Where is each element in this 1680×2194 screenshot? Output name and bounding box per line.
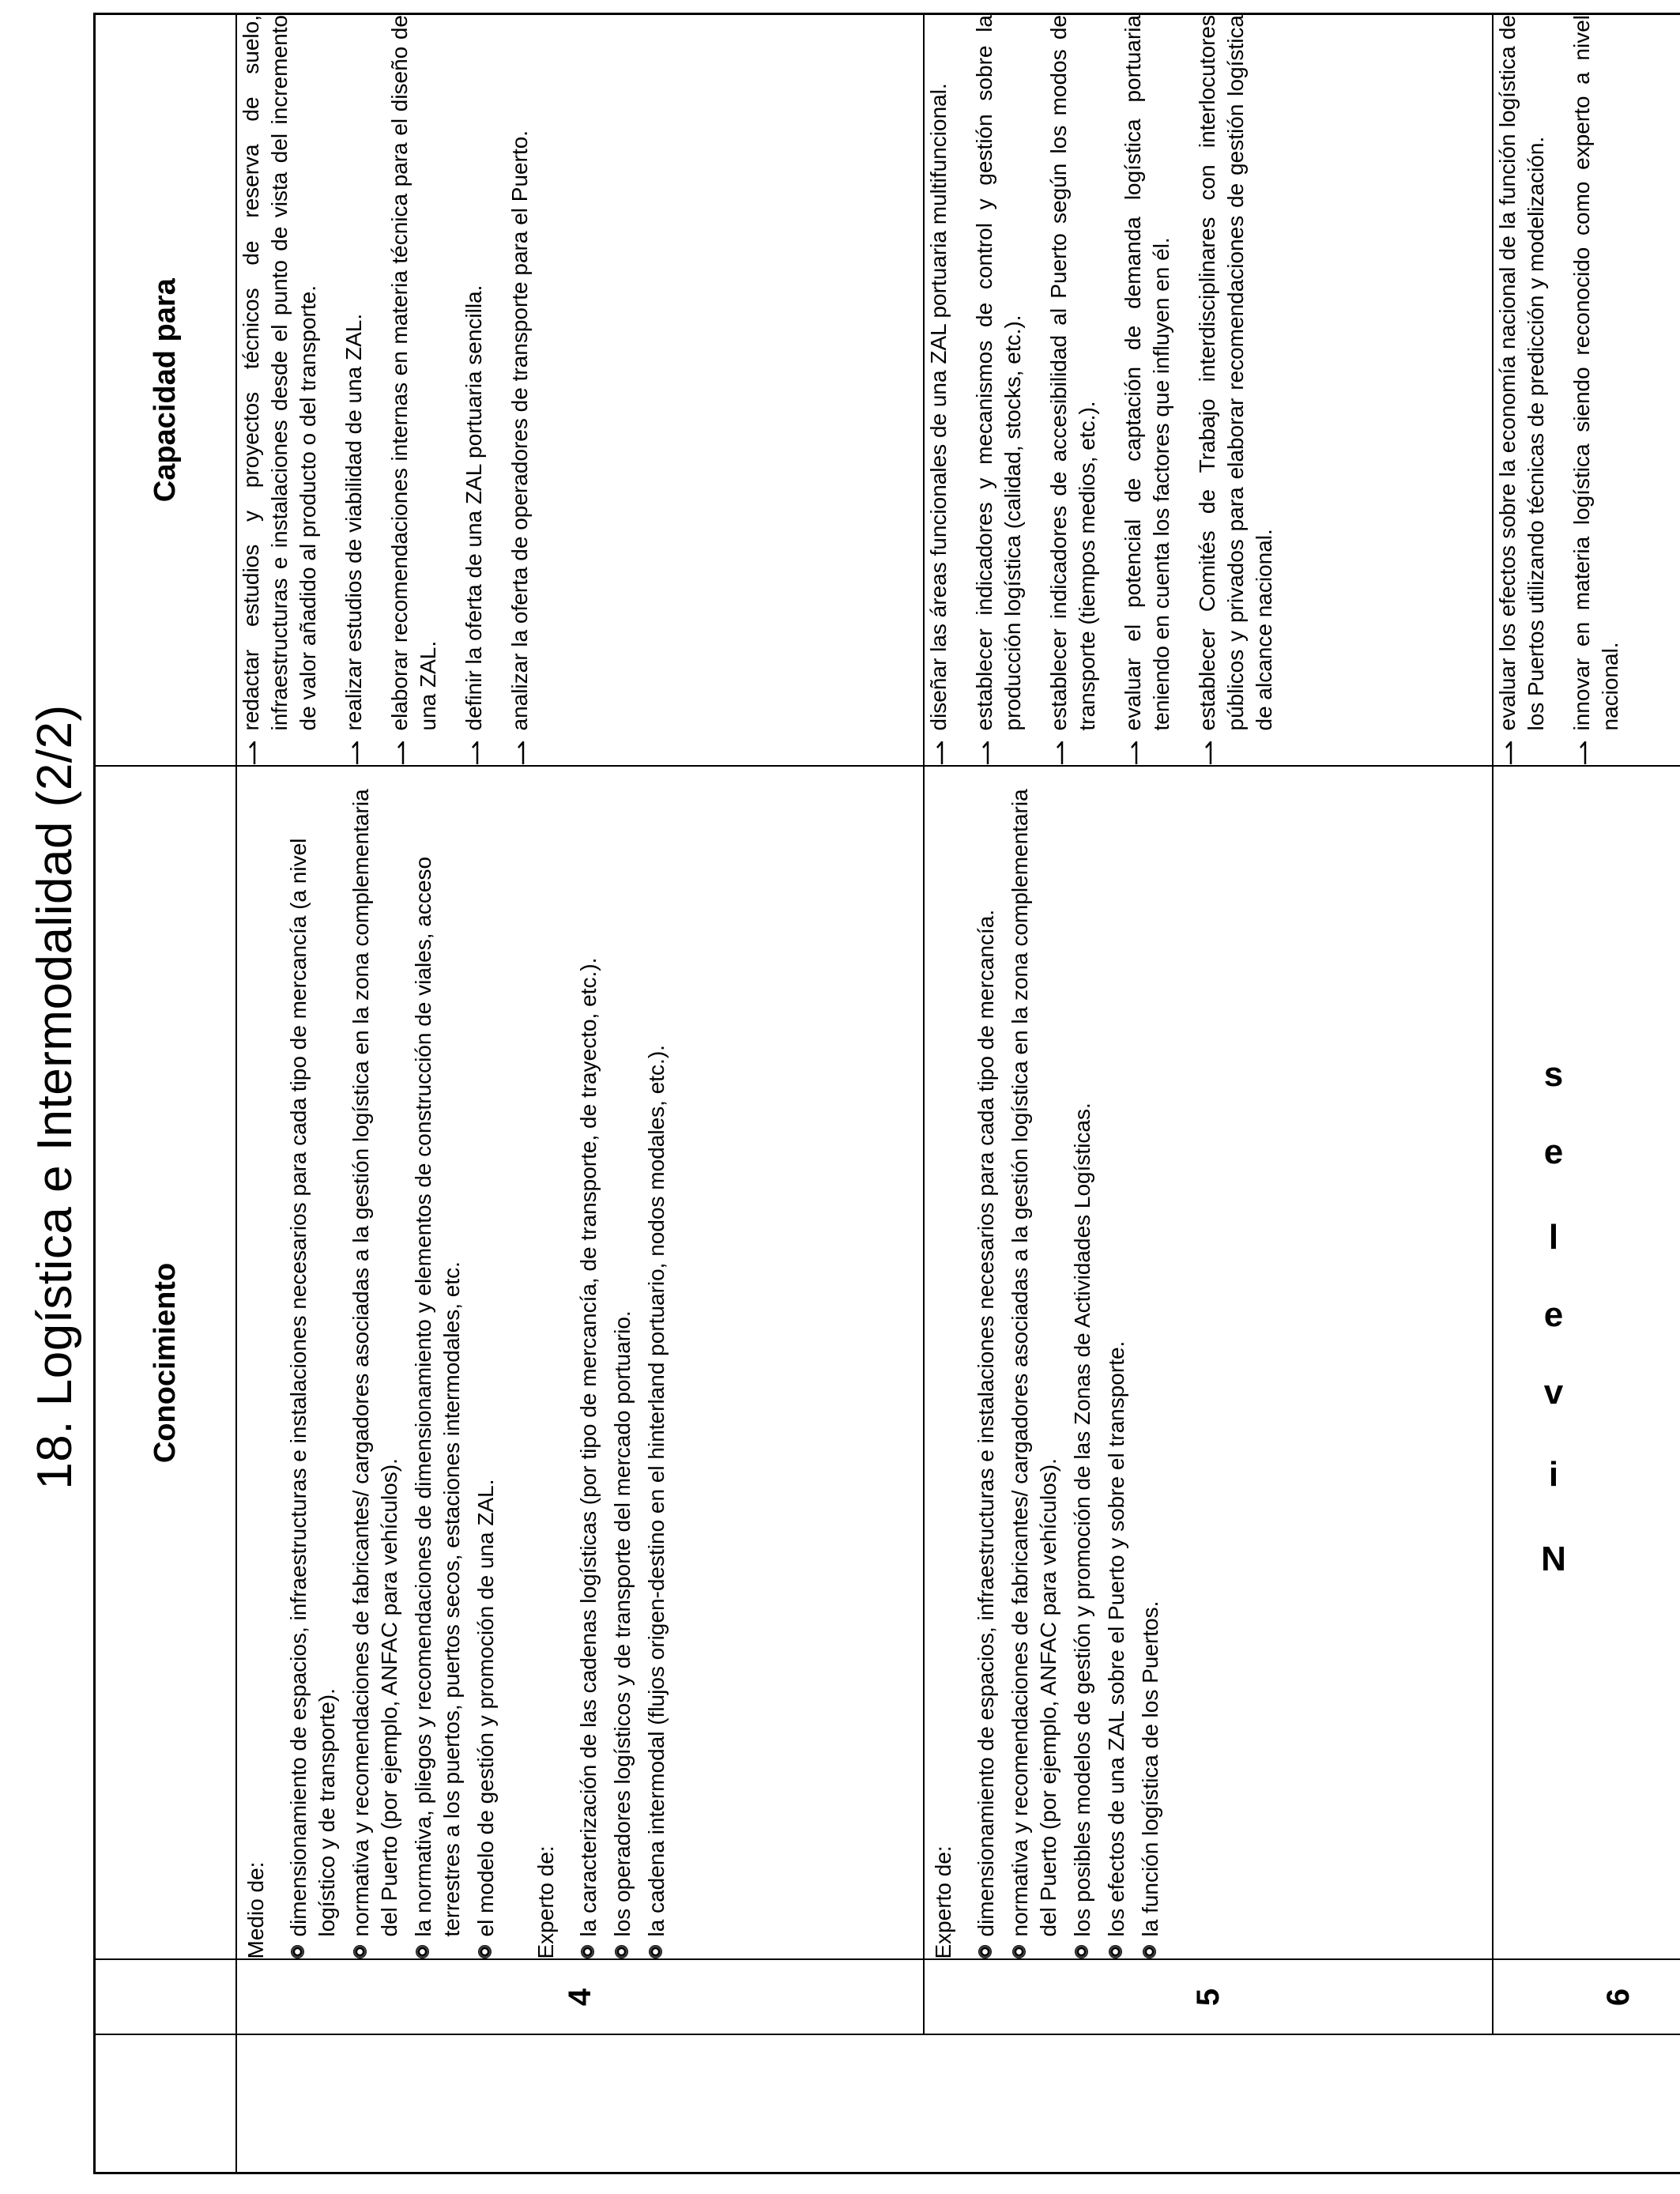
capacity-item [1045,15,1102,766]
niveles-letter: e [1543,1295,1564,1334]
capacity-list [925,15,1279,766]
bullet-icon [291,1946,304,1959]
arrow-icon [471,742,479,766]
knowledge-list [574,767,671,1959]
arrow-icon [351,742,359,766]
knowledge-intro: Experto de: [533,1845,558,1959]
level-number-5: 5 [924,1960,1493,2035]
bullet-icon [416,1946,429,1959]
bullet-icon [978,1946,992,1959]
capacity-item-text: elaborar recomendaciones internas en materia técnica para el diseño de una ZAL. [387,15,440,731]
capacity-item-text: establecer indicadores de accesibilidad al Puerto según los modos de transporte (tiempos medios, etc.). [1046,15,1099,731]
bullet-icon [478,1946,492,1959]
capacity-item-text: realizar estudios de viabilidad de una ZAL. [341,313,366,731]
capacity-item [925,15,953,766]
bullet-icon [1109,1946,1122,1959]
capacity-item-text: establecer indicadores y mecanismos de control y gestión sobre la producción logística (calidad, stocks, etc.). [972,15,1025,731]
arrow-icon [517,742,525,766]
knowledge-item [347,767,404,1959]
niveles-letter: e [1543,1133,1564,1171]
knowledge-item-text: el modelo de gestión y promoción de una ZAL. [473,1479,498,1937]
knowledge-item-text: normativa y recomendaciones de fabricantes/ cargadores asociadas a la gestión logística en la zona complementaria del Puerto (por ejemplo, ANFAC para vehículos). [348,789,401,1937]
capacity-cell-4 [236,14,924,767]
capacity-cell-5 [924,14,1493,767]
header-capacity: Capacidad para [95,14,237,767]
knowledge-item [574,767,603,1959]
knowledge-item-text: la función logística de los Puertos. [1138,1600,1162,1937]
capacity-item [1193,15,1279,766]
bullet-icon [1075,1946,1088,1959]
knowledge-item [472,767,500,1959]
knowledge-cell-6 [1493,767,1680,1960]
niveles-letter: v [1543,1373,1564,1412]
header-row [95,14,237,2173]
knowledge-item-text: dimensionamiento de espacios, infraestructuras e instalaciones necesarios para cada tipo de mercancía. [974,909,998,1937]
knowledge-item [284,767,341,1959]
capacity-item [1119,15,1176,766]
competency-table [93,13,1680,2174]
capacity-item [460,15,488,766]
niveles-letter: s [1543,1055,1564,1094]
capacity-cell-6 [1493,14,1680,767]
knowledge-item-text: dimensionamiento de espacios, infraestructuras e instalaciones necesarios para cada tipo de mercancía (a nivel logístico y de transporte). [286,838,339,1937]
knowledge-cell-4 [236,767,924,1960]
knowledge-item [1136,767,1165,1959]
level-number-6: 6 [1493,1960,1680,2035]
knowledge-item-text: la normativa, pliegos y recomendaciones de dimensionamiento y elementos de construcción de viales, acceso terrestres a los puertos, puertos secos, estaciones intermodales, etc. [411,856,464,1937]
knowledge-list [284,767,500,1959]
header-knowledge: Conocimiento [95,767,237,1960]
bullet-icon [1012,1946,1026,1959]
knowledge-item [1068,767,1097,1959]
capacity-item-text: redactar estudios y proyectos técnicos de reserva de suelo, infraestructuras e instalaciones desde el punto de vista del incremento de valor añadido al producto o del transporte. [239,15,320,731]
arrow-icon [397,742,405,766]
capacity-item [1494,15,1550,766]
arrow-icon [1130,742,1138,766]
bullet-icon [649,1946,662,1959]
level-row-6 [1493,14,1680,2173]
capacity-item [1568,15,1625,766]
arrow-icon [936,742,944,766]
capacity-item-text: diseñar las áreas funcionales de una ZAL portuaria multifuncional. [926,83,951,731]
knowledge-item [642,767,671,1959]
capacity-item-text: analizar la oferta de operadores de transporte para el Puerto. [507,130,532,731]
arrow-icon [1579,742,1587,766]
level-number-4: 4 [236,1960,924,2035]
knowledge-item-text: los posibles modelos de gestión y promoción de las Zonas de Actividades Logísticas. [1070,1103,1094,1937]
knowledge-item [1102,767,1131,1959]
niveles-cell [236,2035,1680,2173]
header-level-cell [95,1960,237,2035]
capacity-item-text: evaluar el potencial de captación de demanda logística portuaria teniendo en cuenta los factores que influyen en él. [1121,15,1173,731]
niveles-letter: N [1541,1540,1566,1578]
arrow-icon [1505,742,1512,766]
capacity-item [237,15,322,766]
arrow-icon [248,742,256,766]
bullet-icon [581,1946,594,1959]
capacity-list [237,15,534,766]
knowledge-item-text: la caracterización de las cadenas logísticas (por tipo de mercancía, de transporte, de trayecto, etc.). [576,957,601,1937]
capacity-item [386,15,443,766]
capacity-item-text: evaluar los efectos sobre la economía nacional de la función logística de los Puertos utilizando técnicas de predicción y modelización. [1495,15,1548,731]
knowledge-list [972,767,1165,1959]
knowledge-item [1006,767,1063,1959]
bullet-icon [615,1946,628,1959]
niveles-letter: i [1548,1455,1559,1494]
capacity-item [970,15,1027,766]
knowledge-item-text: los efectos de una ZAL sobre el Puerto y sobre el transporte. [1104,1340,1128,1937]
knowledge-intro: Experto de: [931,1845,955,1959]
knowledge-item-text: normativa y recomendaciones de fabricantes/ cargadores asociadas a la gestión logística en la zona complementaria del Puerto (por ejemplo, ANFAC para vehículos). [1008,789,1060,1937]
arrow-icon [981,742,989,766]
knowledge-item [608,767,637,1959]
knowledge-cell-5 [924,767,1493,1960]
capacity-item [340,15,368,766]
level-row-4 [236,14,924,2173]
capacity-list [1494,15,1625,766]
bullet-icon [1143,1946,1156,1959]
page-title: 18. Logística e Intermodalidad (2/2) [28,704,82,1490]
arrow-icon [1056,742,1064,766]
capacity-item [506,15,534,766]
knowledge-item-text: los operadores logísticos y de transporte del mercado portuario. [610,1310,635,1937]
arrow-icon [1204,742,1212,766]
capacity-item-text: definir la oferta de una ZAL portuaria sencilla. [461,285,486,731]
capacity-item-text: innovar en materia logística siendo reconocido como experto a nivel nacional. [1569,15,1622,731]
capacity-item-text: establecer Comités de Trabajo interdisciplinares con interlocutores públicos y privados para elaborar recomendaciones de gestión logística de alcance nacional. [1195,15,1276,731]
bullet-icon [353,1946,367,1959]
knowledge-item [409,767,466,1959]
niveles-letter: l [1548,1218,1559,1257]
knowledge-item [972,767,1000,1959]
knowledge-item-text: la cadena intermodal (flujos origen-destino en el hinterland portuario, nodos modales, etc.). [644,1045,669,1937]
knowledge-intro: Medio de: [243,1861,268,1959]
level-row-5 [924,14,1493,2173]
header-corner-cell [95,2035,237,2173]
